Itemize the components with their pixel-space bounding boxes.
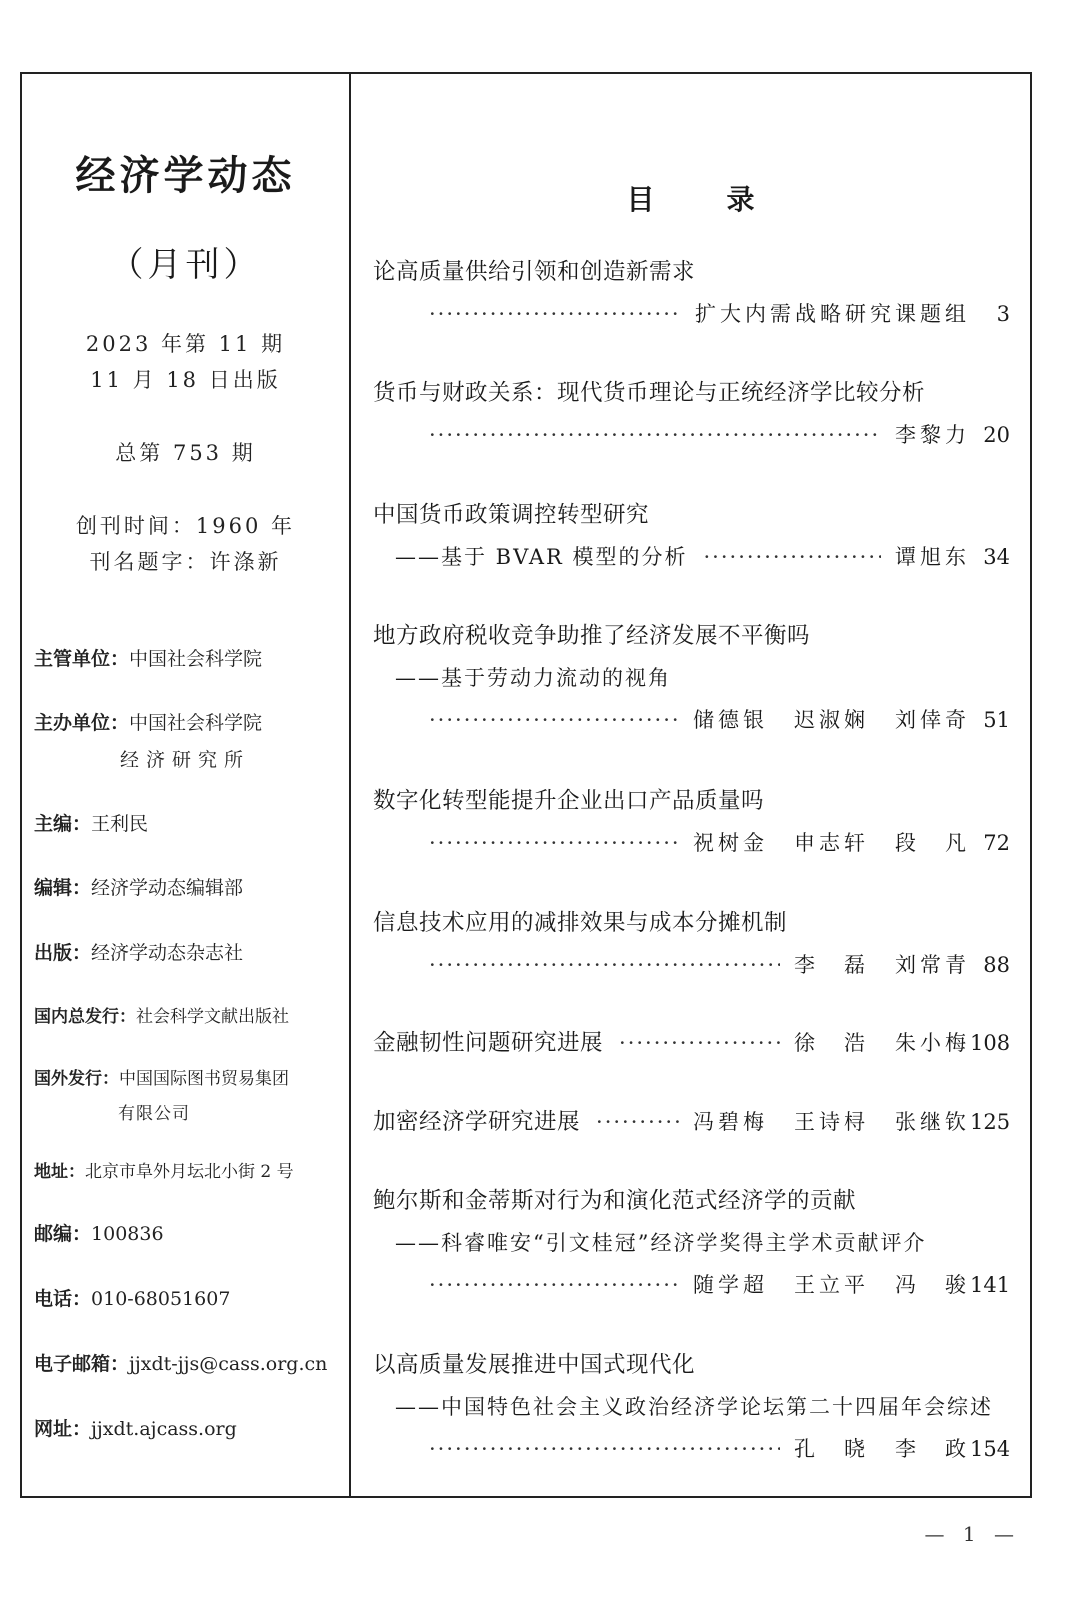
page-number: 108 [970,1031,1011,1055]
page-number: 34 [983,545,1010,569]
toc-entry[interactable] [373,1183,1010,1299]
article-subtitle: ——基于 BVAR 模型的分析 [395,545,688,569]
article-subtitle: ——基于劳动力流动的视角 [395,666,671,690]
leader-dots [596,1110,679,1134]
toc-entry[interactable] [373,254,1010,328]
leader-dots [429,1437,780,1461]
page-number: 51 [983,708,1010,732]
founded-date: 创刊时间：1960 年 [75,514,296,538]
page-number: 141 [970,1273,1011,1297]
page-number: 3 [996,302,1010,326]
journal-title: 经济学动态 [75,153,296,199]
article-title: 加密经济学研究进展 [373,1109,581,1135]
editor-in-chief-info: 主编：王利民 [34,813,149,835]
page-frame [20,72,1032,1498]
website-info: 网址：jjxdt.ajcass.org [34,1418,237,1440]
journal-frequency: （月刊） [109,245,262,285]
article-authors: 谭旭东 [895,545,970,569]
article-title: 数字化转型能提升企业出口产品质量吗 [373,788,765,814]
footer-page-number: — 1 — [924,1522,1020,1546]
masthead-column [22,74,349,1496]
foreign-distribution-info: 国外发行：中国国际图书贸易集团 有限公司 [34,1069,289,1124]
leader-dots [429,423,881,447]
leader-dots [429,302,681,326]
title-calligraphy: 刊名题字：许涤新 [89,550,282,574]
leader-dots [619,1031,780,1055]
article-subtitle: ——中国特色社会主义政治经济学论坛第二十四届年会综述 [395,1395,993,1419]
article-authors: 冯碧梅 王诗桪 张继钦 [693,1110,970,1134]
toc-entry[interactable] [373,783,1010,857]
postcode-info: 邮编：100836 [34,1223,164,1245]
phone-info: 电话：010-68051607 [34,1288,231,1310]
article-title: 论高质量供给引领和创造新需求 [373,259,696,285]
page-number: 154 [970,1437,1011,1461]
leader-dots [429,708,679,732]
article-title: 货币与财政关系：现代货币理论与正统经济学比较分析 [373,380,926,406]
publisher-info: 出版：经济学动态杂志社 [34,942,244,964]
article-authors: 孔 晓 李 政 [794,1437,970,1461]
toc-entry[interactable] [373,1025,1010,1057]
leader-dots [429,953,780,977]
toc-entry[interactable] [373,618,1010,734]
article-authors: 徐 浩 朱小梅 [794,1031,970,1055]
editing-info: 编辑：经济学动态编辑部 [34,877,244,899]
page-number: 125 [970,1110,1011,1134]
page-number: 72 [983,831,1010,855]
email-info: 电子邮箱：jjxdt-jjs@cass.org.cn [34,1353,328,1375]
article-authors: 祝树金 申志轩 段 凡 [693,831,970,855]
article-title: 以高质量发展推进中国式现代化 [373,1352,696,1378]
article-authors: 李黎力 [895,423,970,447]
issue-number: 2023 年第 11 期 [85,332,286,356]
article-title: 中国货币政策调控转型研究 [373,502,650,528]
article-authors: 扩大内需战略研究课题组 [695,302,970,326]
supervisor-info: 主管单位：中国社会科学院 [34,648,263,670]
article-title: 金融韧性问题研究进展 [373,1030,604,1056]
sponsor-info: 主办单位：中国社会科学院 经济研究所 [34,712,263,771]
toc-entry[interactable] [373,905,1010,979]
article-authors: 随学超 王立平 冯 骏 [693,1273,970,1297]
page-number: 88 [983,953,1010,977]
domestic-distribution-info: 国内总发行：社会科学文献出版社 [34,1007,289,1027]
article-title: 信息技术应用的减排效果与成本分摊机制 [373,910,788,936]
toc-entry[interactable] [373,497,1010,571]
leader-dots [429,1273,679,1297]
article-subtitle: ——科睿唯安“引文桂冠”经济学奖得主学术贡献评介 [395,1231,927,1255]
toc-entry[interactable] [373,1104,1010,1136]
email-link[interactable]: jjxdt-jjs@cass.org.cn [129,1353,328,1375]
toc-entry[interactable] [373,375,1010,449]
address-info: 地址：北京市阜外月坛北小街 2 号 [34,1162,294,1182]
leader-dots [429,831,679,855]
article-authors: 李 磊 刘常青 [794,953,970,977]
page-number: 20 [983,423,1010,447]
article-title: 鲍尔斯和金蒂斯对行为和演化范式经济学的贡献 [373,1188,857,1214]
article-authors: 储德银 迟淑娴 刘倖奇 [693,708,970,732]
publish-date: 11 月 18 日出版 [90,368,281,392]
leader-dots [704,545,882,569]
toc-column [351,74,1030,1496]
website-link[interactable]: jjxdt.ajcass.org [91,1418,237,1440]
total-issue: 总第 753 期 [115,441,256,465]
toc-entry[interactable] [373,1347,1010,1463]
toc-heading: 目 录 [626,183,755,216]
article-title: 地方政府税收竞争助推了经济发展不平衡吗 [373,623,811,649]
